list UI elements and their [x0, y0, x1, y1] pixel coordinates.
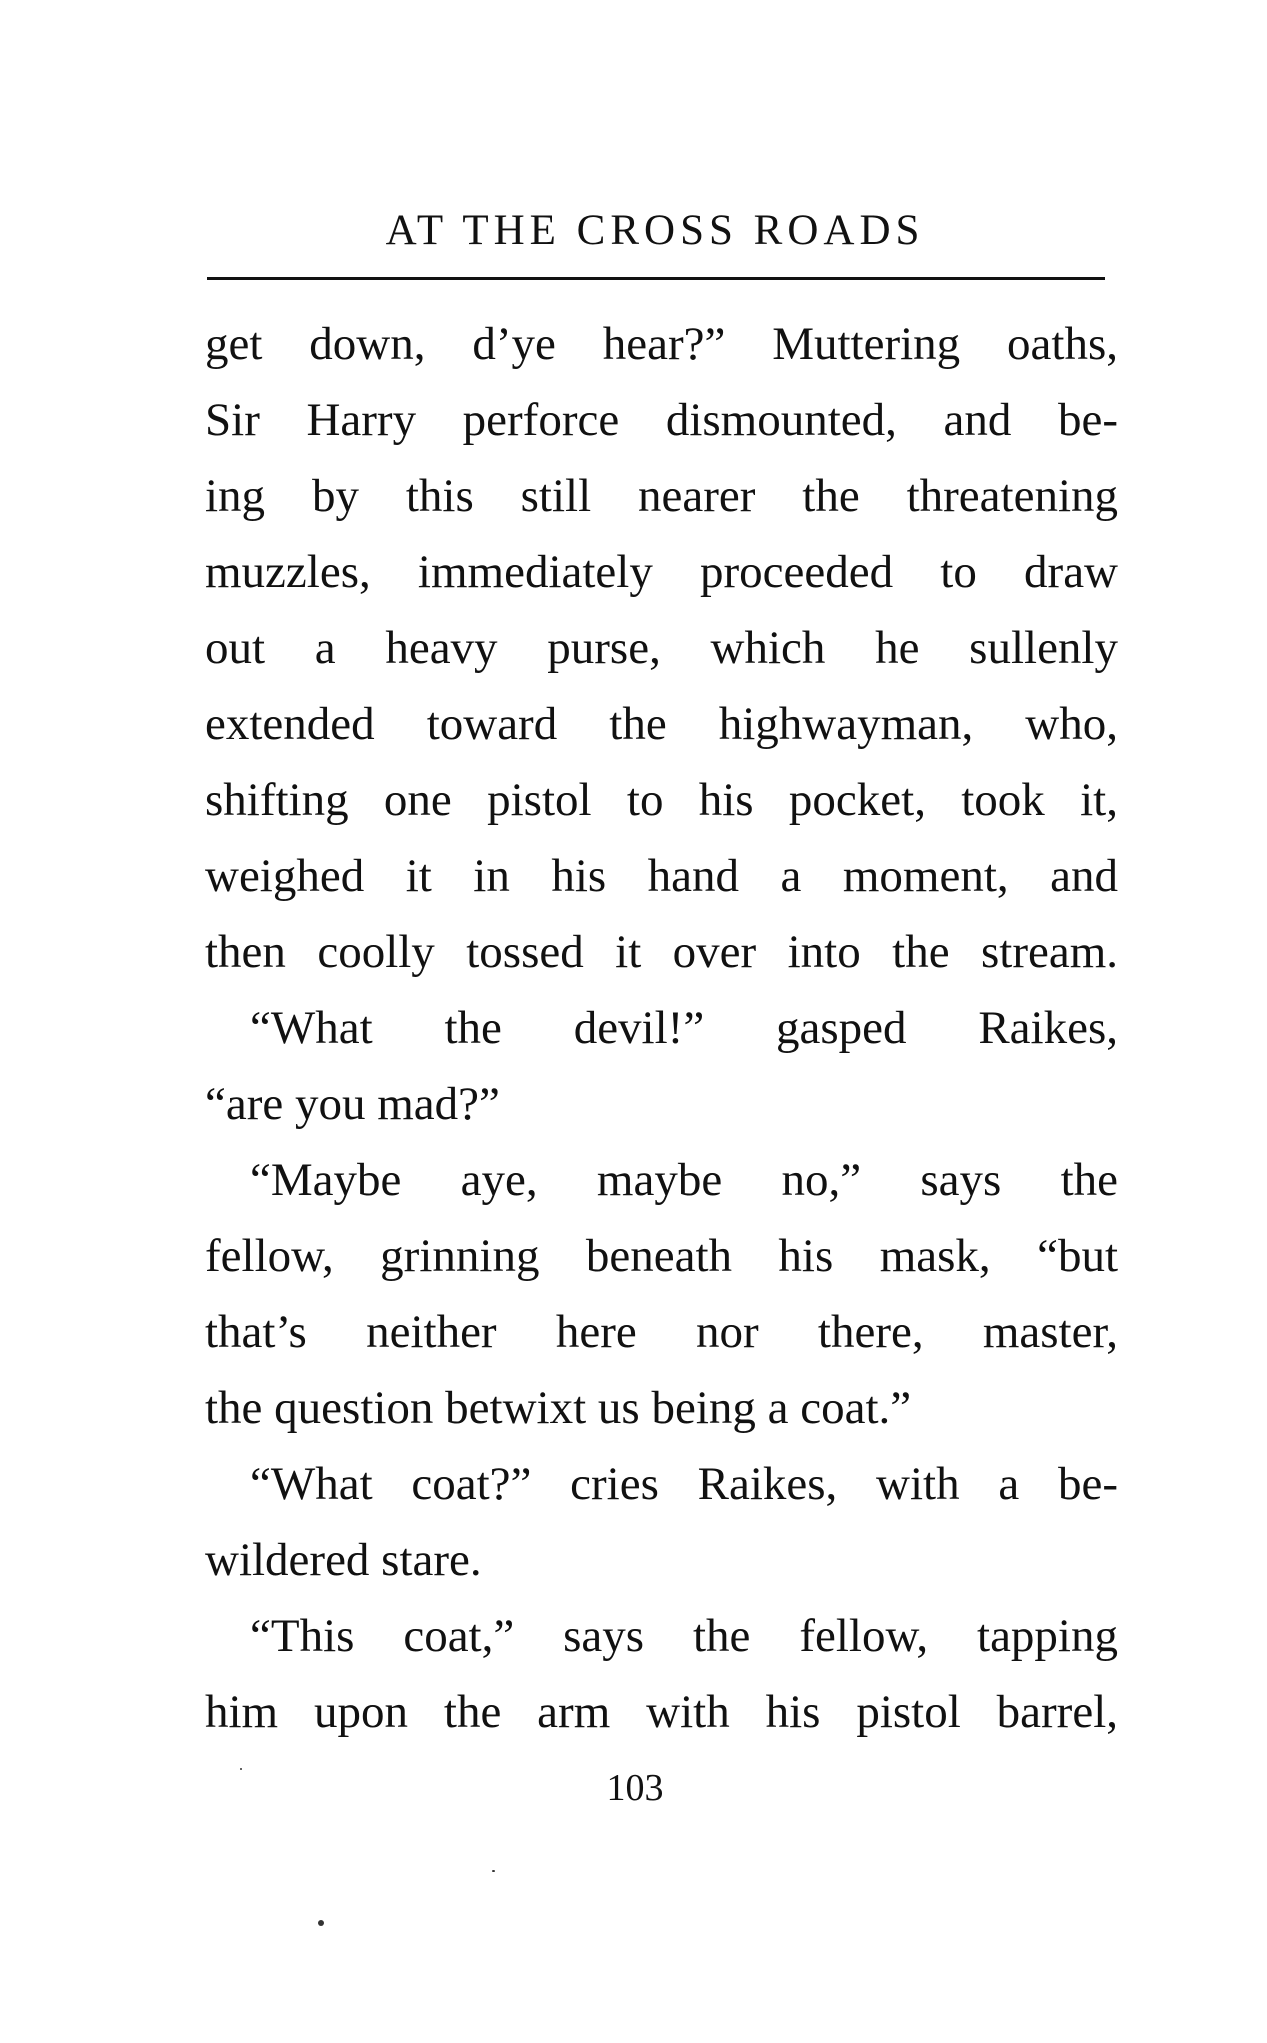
text-line: shifting one pistol to his pocket, took it, [205, 774, 1118, 826]
text-line: “What the devil!” gasped Raikes, [250, 1002, 1118, 1054]
text-line: the question betwixt us being a coat.” [205, 1382, 912, 1434]
running-title: AT THE CROSS ROADS [385, 207, 925, 254]
text-line: muzzles, immediately proceeded to draw [205, 546, 1118, 598]
text-line: “What coat?” cries Raikes, with a be- [250, 1458, 1118, 1510]
header-rule [207, 277, 1105, 280]
ink-speck [492, 1870, 495, 1872]
text-line: Sir Harry perforce dismounted, and be- [205, 394, 1118, 446]
text-line: extended toward the highwayman, who, [205, 698, 1118, 750]
text-line: wildered stare. [205, 1534, 482, 1586]
text-line: out a heavy purse, which he sullenly [205, 622, 1118, 674]
text-line: “This coat,” says the fellow, tapping [250, 1610, 1118, 1662]
body-text [205, 306, 1118, 1750]
text-line: that’s neither here nor there, master, [205, 1306, 1118, 1358]
text-line: fellow, grinning beneath his mask, “but [205, 1230, 1118, 1282]
ink-speck [318, 1920, 324, 1926]
text-line: get down, d’ye hear?” Muttering oaths, [205, 318, 1118, 370]
text-line: “are you mad?” [205, 1078, 500, 1130]
text-line: ing by this still nearer the threatening [205, 470, 1118, 522]
text-line: then coolly tossed it over into the stream. [205, 926, 1118, 978]
text-line: weighed it in his hand a moment, and [205, 850, 1118, 902]
page-number: 103 [606, 1767, 664, 1809]
ink-speck [240, 1768, 242, 1770]
text-line: “Maybe aye, maybe no,” says the [250, 1154, 1118, 1206]
text-line: him upon the arm with his pistol barrel, [205, 1686, 1118, 1738]
